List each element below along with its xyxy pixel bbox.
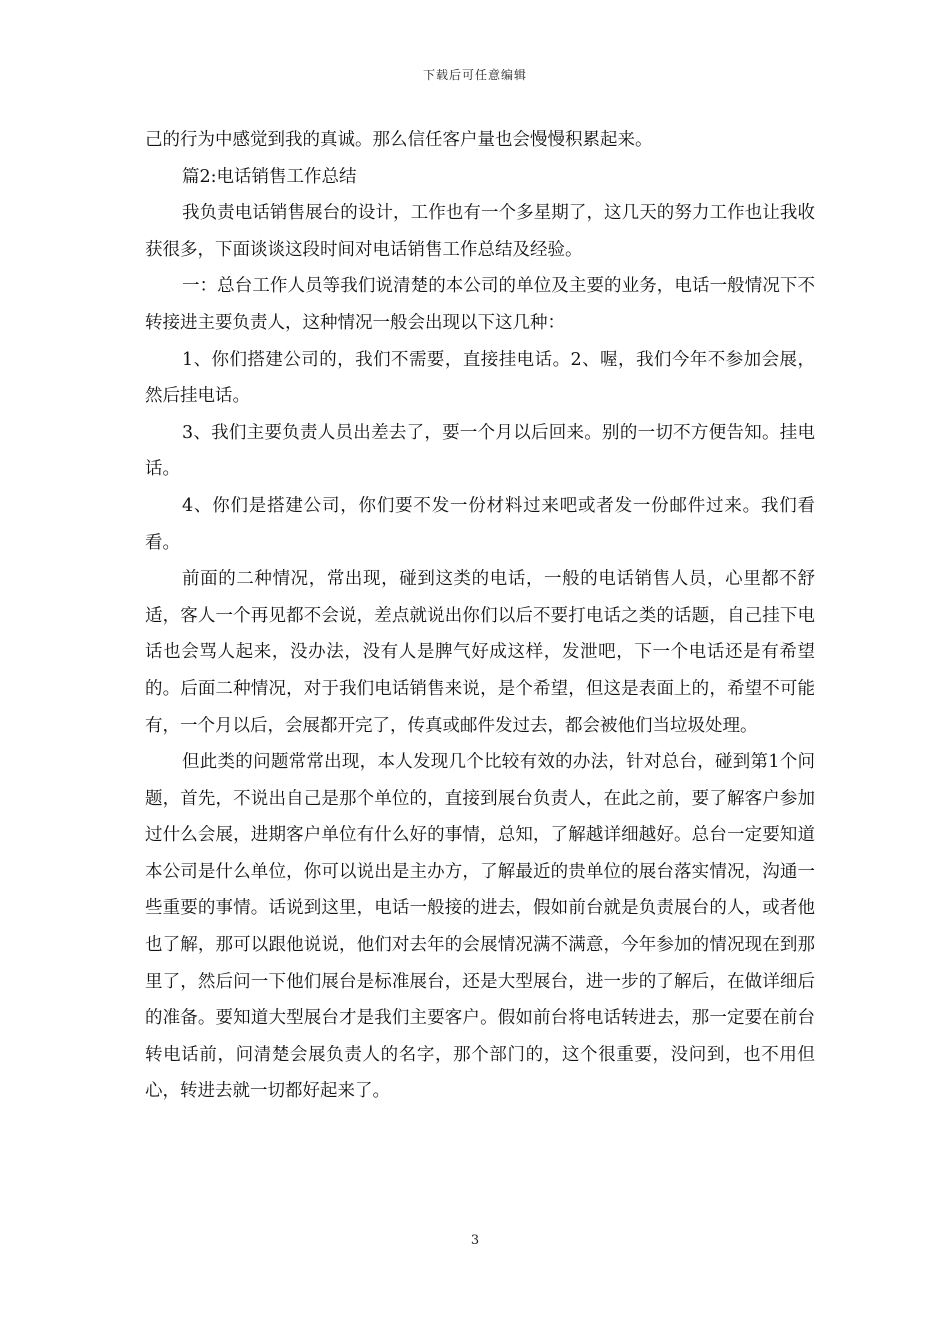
page-header: 下载后可任意编辑 — [422, 68, 527, 82]
paragraph: 前面的二种情况，常出现，碰到这类的电话，一般的电话销售人员，心里都不舒适，客人一个再见都不会说，差点就说出你们以后不要打电话之类的话题，自己挂下电话也会骂人起来，没办法，没有人是脾气好成这样，发泄吧，下一个电话还是有希望的。后面二种情况，对于我们电话销售来说，是个希望，但这是表面上的，希望不可能有，一个月以后，会展都开完了，传真或邮件发过去，都会被他们当垃圾处理。 — [145, 569, 815, 736]
paragraph: 己的行为中感觉到我的真诚。那么信任客户量也会慢慢积累起来。 — [145, 130, 653, 150]
paragraph: 我负责电话销售展台的设计，工作也有一个多星期了，这几天的努力工作也让我收获很多，下面谈谈这段时间对电话销售工作总结及经验。 — [145, 203, 815, 260]
page-number: 3 — [470, 1233, 480, 1248]
document-body — [145, 122, 815, 1110]
paragraph: 一：总台工作人员等我们说清楚的本公司的单位及主要的业务，电话一般情况下不转接进主要负责人，这种情况一般会出现以下这几种： — [145, 276, 815, 333]
list-item: 4、你们是搭建公司，你们要不发一份材料过来吧或者发一份邮件过来。我们看看。 — [145, 495, 815, 553]
list-item: 3、我们主要负责人员出差去了，要一个月以后回来。别的一切不方便告知。挂电话。 — [145, 422, 815, 480]
paragraph: 但此类的问题常常出现，本人发现几个比较有效的办法，针对总台，碰到第1个问题，首先，不说出自己是那个单位的，直接到展台负责人，在此之前，要了解客户参加过什么会展，进期客户单位有什么好的事情，总知，了解越详细越好。总台一定要知道本公司是什么单位，你可以说出是主办方，了解最近的贵单位的展台落实情况，沟通一些重要的事情。话说到这里，电话一般接的进去，假如前台就是负责展台的人，或者他也了解，那可以跟他说说，他们对去年的会展情况满不满意，今年参加的情况现在到那里了，然后问一下他们展台是标准展台，还是大型展台，进一步的了解后，在做详细后的准备。要知道大型展台才是我们主要客户。假如前台将电话转进去，那一定要在前台转电话前，问清楚会展负责人的名字，那个部门的，这个很重要，没问到，也不用但心，转进去就一切都好起来了。 — [145, 752, 815, 1102]
section-title: 篇2:电话销售工作总结 — [182, 166, 357, 187]
list-item: 1、你们搭建公司的，我们不需要，直接挂电话。2、喔，我们今年不参加会展，然后挂电话。 — [145, 349, 815, 407]
